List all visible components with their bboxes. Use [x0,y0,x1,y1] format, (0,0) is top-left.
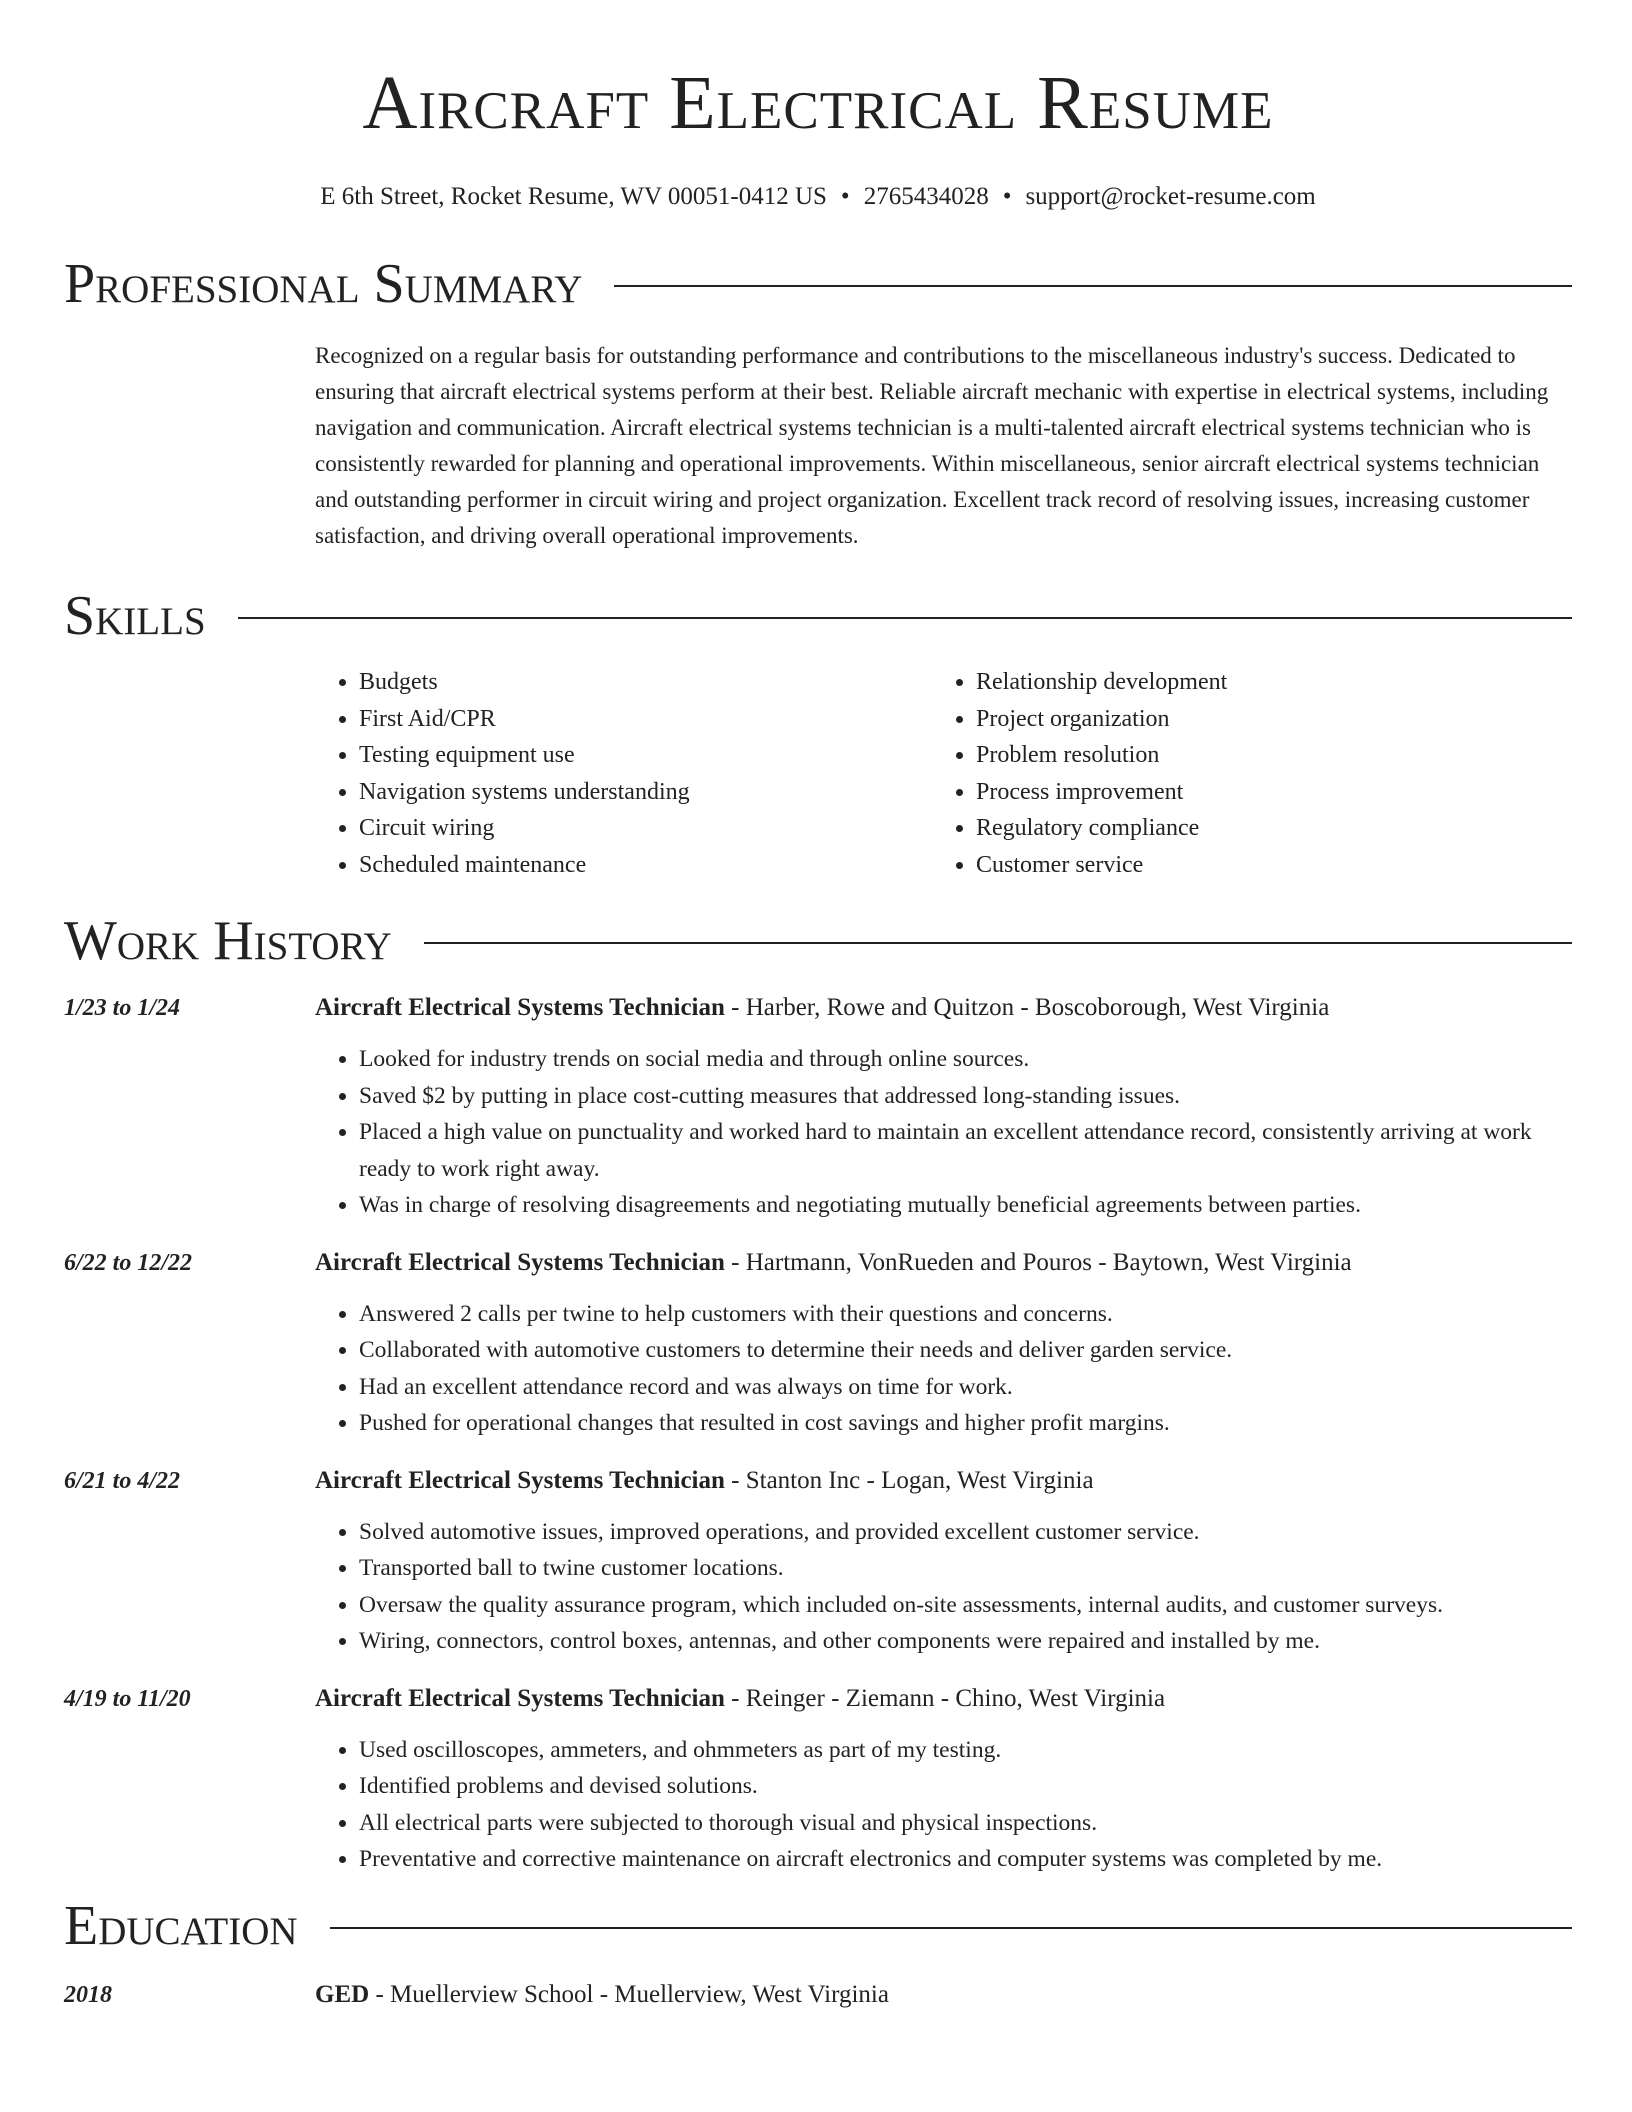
job-details: - Hartmann, VonRueden and Pouros - Baytown, West Virginia [724,1248,1352,1276]
job-date: 6/21 to 4/22 [64,1467,181,1494]
skill-item: • Problem resolution [976,737,1549,774]
job-bullet: • All electrical parts were subjected to thorough visual and physical inspections. [359,1805,1572,1842]
summary-heading: Professional Summary [64,253,583,315]
job-bullets [315,1296,1572,1442]
job-title: Aircraft Electrical Systems Technician [315,1248,725,1276]
job-bullet: • Pushed for operational changes that resulted in cost savings and higher profit margins. [359,1405,1572,1442]
job-date: 6/22 to 12/22 [64,1249,193,1276]
contact-email: support@rocket-resume.com [1025,183,1316,210]
skill-item: • Navigation systems understanding [359,774,932,811]
job-title-line [315,1466,1572,1496]
contact-separator: • [1002,183,1012,210]
skill-item: • Testing equipment use [359,737,932,774]
work-heading: Work History [64,910,392,972]
job-bullet: • Placed a high value on punctuality and worked hard to maintain an excellent attendance record, consistently arriving at work ready to work right away. [359,1114,1572,1187]
job-title: Aircraft Electrical Systems Technician [315,1466,725,1494]
job-body [315,1684,1572,1878]
job-title-line [315,993,1572,1023]
job-title-line [315,1248,1572,1278]
skills-heading: Skills [64,585,206,647]
education-body [315,1980,1572,2010]
education-date: 2018 [64,1981,112,2008]
skill-item: • Customer service [976,847,1549,884]
job-date: 1/23 to 1/24 [64,995,181,1021]
education-entry [64,1980,1572,2010]
skill-item: • Project organization [976,701,1549,738]
job-details: - Stanton Inc - Logan, West Virginia [724,1466,1094,1494]
job-bullet: • Wiring, connectors, control boxes, antennas, and other components were repaired and installed by me. [359,1623,1572,1660]
skills-column-right [932,664,1549,883]
job-details: - Harber, Rowe and Quitzon - Boscoborough, West Virginia [724,994,1330,1021]
contact-separator: • [840,183,850,210]
education-heading: Education [64,1894,298,1957]
job-bullet: • Collaborated with automotive customers to determine their needs and deliver garden service. [359,1332,1572,1369]
job-bullet: • Oversaw the quality assurance program, which included on-site assessments, internal audits, and customer surveys. [359,1587,1572,1624]
skill-item: • Budgets [359,664,932,701]
skill-item: • Process improvement [976,774,1549,811]
job-bullet: • Looked for industry trends on social media and through online sources. [359,1041,1572,1078]
summary-text: Recognized on a regular basis for outstanding performance and contributions to the miscellaneous industry's success. Dedicated to ensuring that aircraft electrical systems perform at their best. Reliable aircraft mechanic with expertise in electrical systems, including navigation and communication. Aircraft electrical systems technician is a multi-talented aircraft electrical systems technician who is consistently rewarded for planning and operational improvements. Within miscellaneous, senior aircraft electrical systems technician and outstanding performer in circuit wiring and project organization. Excellent track record of resolving issues, increasing customer satisfaction, and driving overall operational improvements. [315,343,1549,548]
job-details: - Reinger - Ziemann - Chino, West Virginia [724,1684,1166,1712]
education-details: - Muellerview School - Muellerview, West Virginia [369,1980,889,2008]
job-entry [64,993,1572,1224]
job-bullet: • Solved automotive issues, improved operations, and provided excellent customer service. [359,1514,1572,1551]
education-degree: GED [315,1980,370,2008]
job-title: Aircraft Electrical Systems Technician [315,1684,725,1712]
work-section-header [64,911,1572,971]
job-bullet: • Preventative and corrective maintenance on aircraft electronics and computer systems was completed by me. [359,1841,1572,1878]
job-bullet: • Had an excellent attendance record and was always on time for work. [359,1369,1572,1406]
section-divider [238,617,1572,619]
job-title-line [315,1684,1572,1714]
job-entry [64,1466,1572,1660]
section-divider [614,285,1572,287]
job-bullets [315,1732,1572,1878]
skill-item: • Scheduled maintenance [359,847,932,884]
contact-address: E 6th Street, Rocket Resume, WV 00051-0412 US [320,183,827,210]
skills-section-header [64,586,1572,646]
job-body [315,1466,1572,1660]
job-bullet: • Answered 2 calls per twine to help customers with their questions and concerns. [359,1296,1572,1333]
section-divider [330,1927,1572,1929]
job-entry [64,1248,1572,1442]
job-bullet: • Was in charge of resolving disagreements and negotiating mutually beneficial agreements between parties. [359,1187,1572,1224]
contact-line [64,182,1572,212]
skill-item: • Regulatory compliance [976,810,1549,847]
summary-section-header [64,254,1572,314]
education-line [315,1980,1572,2010]
job-bullet: • Saved $2 by putting in place cost-cutting measures that addressed long-standing issues. [359,1078,1572,1115]
job-entry [64,1684,1572,1878]
work-history-list [64,993,1572,1878]
job-bullets [315,1514,1572,1660]
contact-phone: 2765434028 [863,183,989,210]
job-body [315,1248,1572,1442]
job-bullet: • Identified problems and devised solutions. [359,1768,1572,1805]
job-title: Aircraft Electrical Systems Technician [315,994,725,1021]
job-bullet: • Used oscilloscopes, ammeters, and ohmmeters as part of my testing. [359,1732,1572,1769]
resume-title: Aircraft Electrical Resume [362,61,1274,145]
job-bullet: • Transported ball to twine customer locations. [359,1550,1572,1587]
skill-item: • Circuit wiring [359,810,932,847]
skill-item: • First Aid/CPR [359,701,932,738]
skill-item: • Relationship development [976,664,1549,701]
job-date: 4/19 to 11/20 [64,1685,191,1712]
education-section-header [64,1896,1572,1956]
job-bullets [315,1041,1572,1224]
job-body [315,993,1572,1224]
skills-list [315,664,1572,883]
section-divider [424,942,1572,944]
skills-column-left [315,664,932,883]
